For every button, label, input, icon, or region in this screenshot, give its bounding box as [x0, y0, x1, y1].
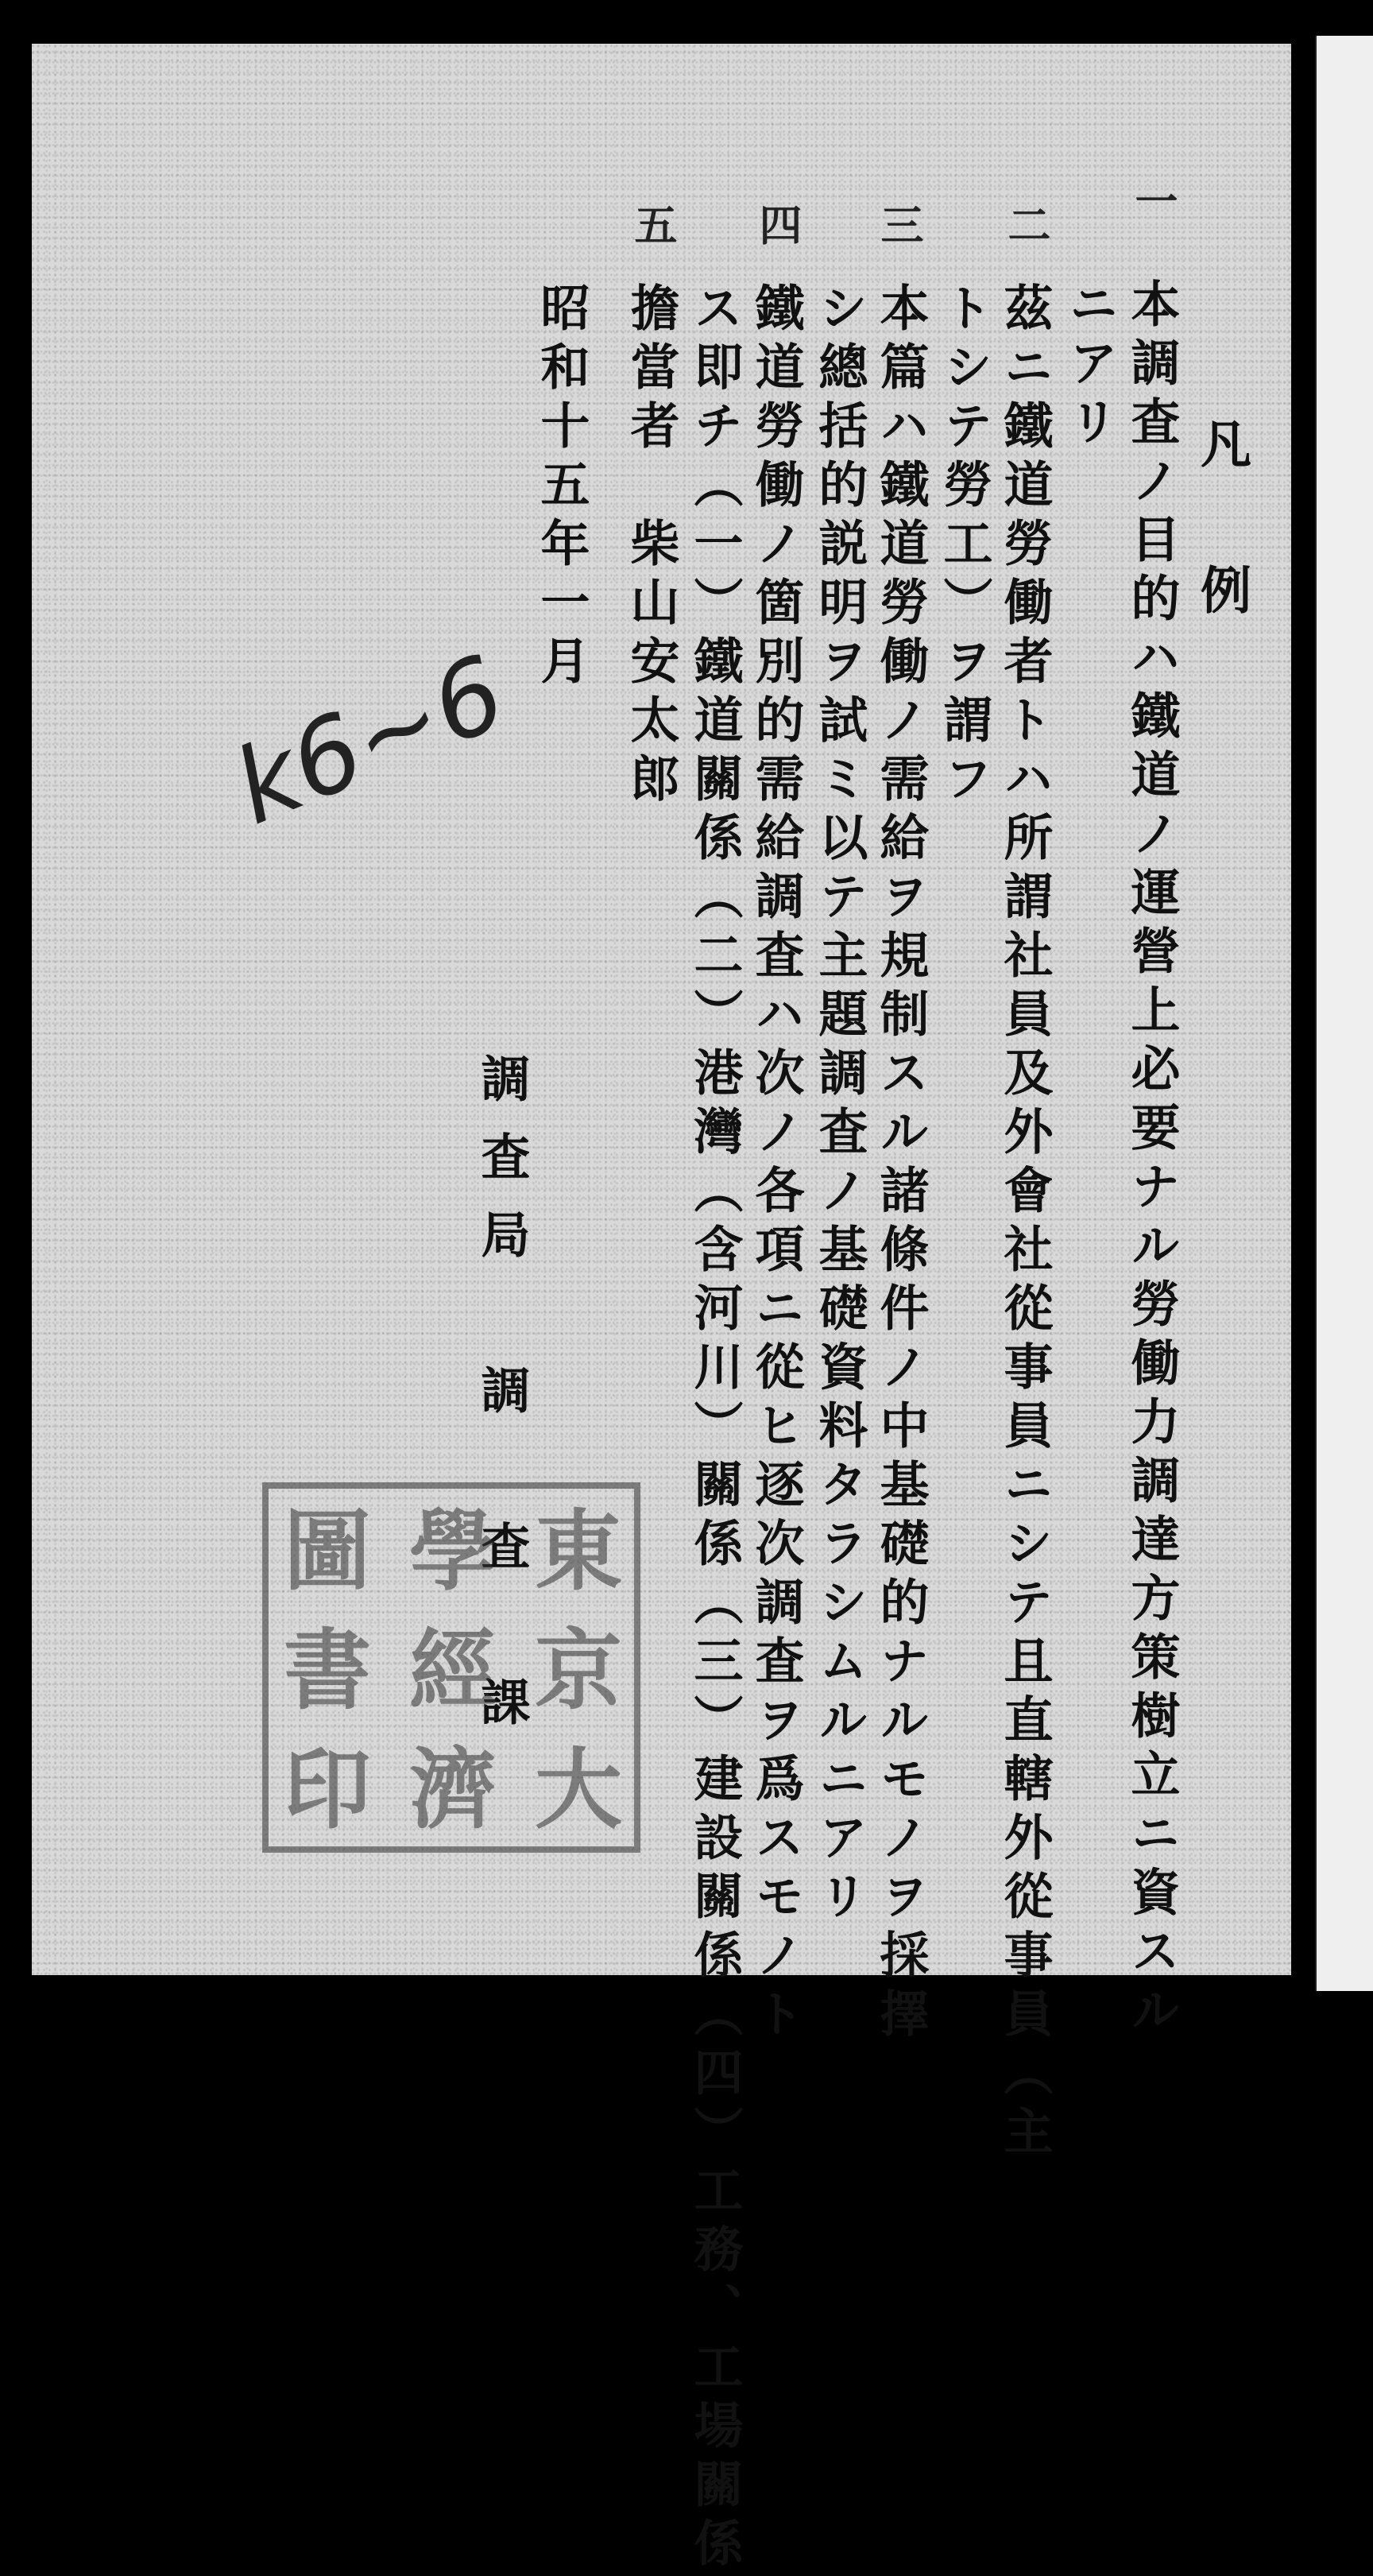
item-4-number: 四 [752, 203, 803, 246]
item-2-line-2: トシテ勞工）ヲ謂フ [935, 282, 993, 812]
seal-glyph: 經 [395, 1624, 497, 1711]
item-3-number: 三 [874, 203, 925, 246]
item-1-line-1: 本調査ノ目的ハ鐵道ノ運營上必要ナル勞働力調達方策樹立ニ資スル [1123, 278, 1181, 2043]
item-4-line-2: ス即チ（一）鐵道關係（二）港灣（含河川）關係（三）建設關係（四）工務、工場關係 [686, 282, 744, 2576]
seal-glyph: 印 [269, 1743, 372, 1830]
item-2-line-1: 茲ニ鐵道勞働者トハ所謂社員及外會社從事員ニシテ且直轄外從事員（主 [996, 282, 1054, 2164]
item-1-number: 一 [1128, 179, 1179, 222]
issuer: 調査局 調 査 課 [473, 1053, 531, 1754]
item-3-line-2: シ總括的説明ヲ試ミ以テ主題調査ノ基礎資料タラシムルニアリ [810, 282, 868, 1929]
handwritten-mark: k6~6 [218, 632, 521, 848]
seal-glyph: 書 [269, 1624, 372, 1711]
seal-glyph: 東 [520, 1505, 623, 1592]
item-2-number: 二 [1001, 203, 1052, 246]
seal-glyph: 圖 [269, 1505, 372, 1592]
seal-glyph: 學 [395, 1505, 497, 1592]
item-5-line-1: 擔當者 柴山安太郎 [622, 282, 680, 812]
item-1-line-2: ニアリ [1061, 278, 1119, 455]
document-date: 昭和十五年一月 [532, 282, 590, 694]
seal-glyph: 大 [520, 1743, 623, 1830]
page-title: 凡例 [1192, 417, 1251, 710]
seal-glyph: 濟 [395, 1743, 497, 1830]
document-page [32, 44, 1291, 2576]
adjacent-page-edge [1315, 36, 1373, 1991]
item-4-line-1: 鐵道勞働ノ箇別的需給調査ハ次ノ各項ニ從ヒ逐次調査ヲ爲スモノト [747, 282, 805, 2047]
library-seal-stamp [262, 1482, 640, 1853]
item-5-number: 五 [628, 203, 679, 246]
seal-glyph: 京 [520, 1624, 623, 1711]
item-3-line-1: 本篇ハ鐵道勞働ノ需給ヲ規制スル諸條件ノ中基礎的ナルモノヲ採擇 [872, 282, 930, 2047]
